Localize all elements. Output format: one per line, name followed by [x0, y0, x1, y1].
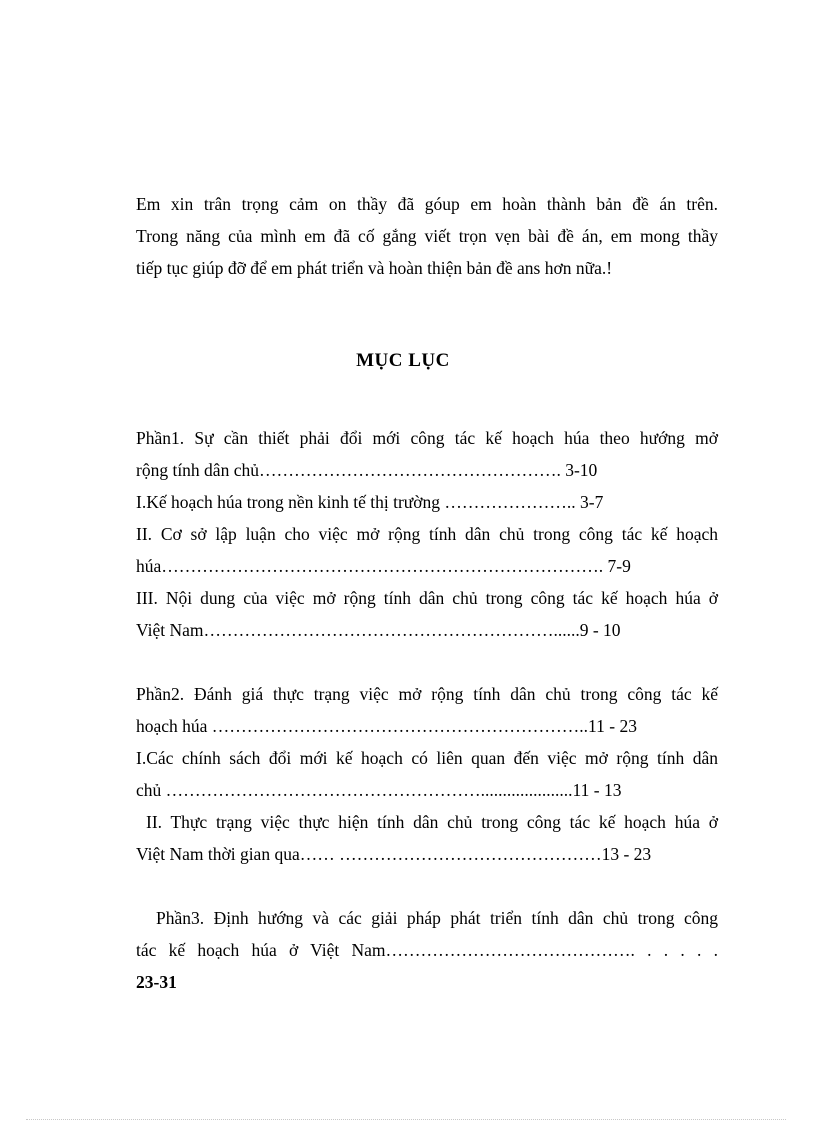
toc-entry: I.Kế hoạch húa trong nền kinh tế thị trường ………………….. 3-7 — [136, 492, 604, 512]
acknowledgement-line: Trong năng của mình em đã cố gắng viết trọn vẹn bài đề án, em mong thầy — [136, 226, 718, 246]
toc-section-part2 — [136, 678, 718, 870]
toc-part-title: Phần3. Định hướng và các giải pháp phát triển tính dân chủ trong công — [156, 908, 718, 928]
toc-section-part3 — [136, 902, 718, 998]
table-of-contents-heading: MỤC LỤC — [356, 350, 450, 371]
toc-entry: húa…………………………………………………………………. 7-9 — [136, 556, 631, 576]
toc-part-title: rộng tính dân chủ……………………………………………. 3-10 — [136, 460, 598, 480]
toc-entry: Việt Nam thời gian qua…… ………………………………………13 - 23 — [136, 844, 652, 864]
toc-section-part1 — [136, 422, 718, 646]
acknowledgement-line: tiếp tục giúp đỡ để em phát triển và hoàn thiện bản đề ans hơn nữa.! — [136, 258, 613, 278]
acknowledgement-line: Em xin trân trọng cảm on thầy đã góup em hoàn thành bản đề án trên. — [136, 194, 718, 214]
toc-entry: Việt Nam……………………………………………………......9 - 10 — [136, 620, 621, 640]
acknowledgement-paragraph — [136, 188, 718, 284]
toc-entry: chủ ……………………………………………….....................11 - 13 — [136, 780, 622, 800]
toc-entry: II. Thực trạng việc thực hiện tính dân chủ trong công tác kế hoạch húa ở — [146, 812, 718, 832]
toc-entry: I.Các chính sách đổi mới kế hoạch có liên quan đến việc mở rộng tính dân — [136, 748, 718, 768]
page-bottom-divider — [26, 1119, 786, 1120]
toc-page-range: 23-31 — [136, 972, 177, 992]
toc-entry: III. Nội dung của việc mở rộng tính dân chủ trong công tác kế hoạch húa ở — [136, 588, 718, 608]
toc-part-title: hoạch húa ………………………………………………………..11 - 23 — [136, 716, 637, 736]
toc-part-title: Phần1. Sự cần thiết phải đổi mới công tác kế hoạch húa theo hướng mở — [136, 428, 718, 448]
toc-part-title: tác kế hoạch húa ở Việt Nam……………………………………. . . . . . — [136, 940, 718, 960]
toc-entry: II. Cơ sở lập luận cho việc mở rộng tính dân chủ trong công tác kế hoạch — [136, 524, 718, 544]
toc-part-title: Phần2. Đánh giá thực trạng việc mở rộng tính dân chủ trong công tác kế — [136, 684, 718, 704]
